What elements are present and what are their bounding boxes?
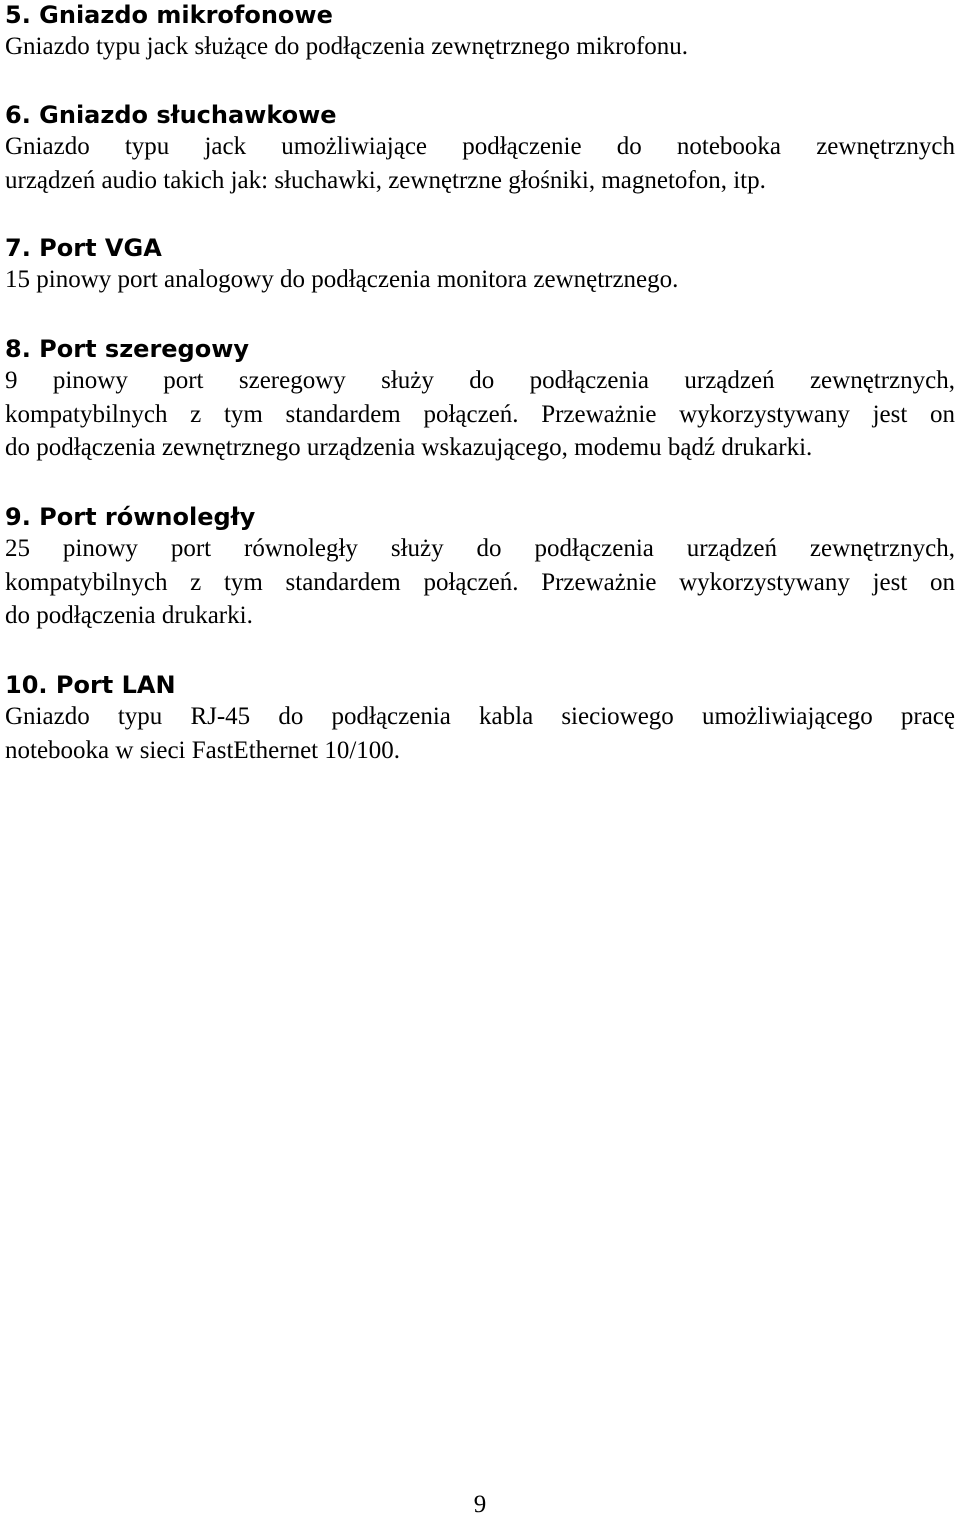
section-text-line: 25 pinowy port równoległy służy do podłączenia urządzeń zewnętrznych, bbox=[5, 535, 955, 562]
section-heading: 9. Port równoległy bbox=[5, 503, 256, 531]
section-text-line: kompatybilnych z tym standardem połączeń. Przeważnie wykorzystywany jest on bbox=[5, 400, 955, 428]
section-parallel-port bbox=[5, 502, 955, 633]
section-heading: 6. Gniazdo słuchawkowe bbox=[5, 101, 337, 129]
section-microphone-jack bbox=[5, 0, 955, 64]
section-vga-port bbox=[5, 233, 955, 297]
section-text-line: Gniazdo typu RJ-45 do podłączenia kabla sieciowego umożliwiającego pracę bbox=[5, 703, 955, 730]
section-text-line: Gniazdo typu jack umożliwiające podłączenie do notebooka zewnętrznych bbox=[5, 133, 955, 160]
section-serial-port bbox=[5, 334, 955, 465]
section-text-line: 15 pinowy port analogowy do podłączenia monitora zewnętrznego. bbox=[5, 266, 679, 293]
section-text-line: notebooka w sieci FastEthernet 10/100. bbox=[5, 736, 401, 764]
section-heading: 5. Gniazdo mikrofonowe bbox=[5, 1, 333, 29]
section-text-line: 9 pinowy port szeregowy służy do podłączenia urządzeń zewnętrznych, bbox=[5, 367, 955, 394]
page-number: 9 bbox=[473, 1491, 487, 1518]
section-lan-port bbox=[5, 670, 955, 767]
section-heading: 8. Port szeregowy bbox=[5, 335, 250, 363]
section-heading: 10. Port LAN bbox=[5, 671, 176, 699]
section-text-line: kompatybilnych z tym standardem połączeń. Przeważnie wykorzystywany jest on bbox=[5, 568, 955, 596]
section-heading: 7. Port VGA bbox=[5, 234, 162, 262]
section-text-line: do podłączenia drukarki. bbox=[5, 602, 253, 629]
section-text-line: urządzeń audio takich jak: słuchawki, zewnętrzne głośniki, magnetofon, itp. bbox=[5, 166, 766, 194]
section-text-line: Gniazdo typu jack służące do podłączenia zewnętrznego mikrofonu. bbox=[5, 33, 689, 60]
section-text-line: do podłączenia zewnętrznego urządzenia wskazującego, modemu bądź drukarki. bbox=[5, 434, 813, 461]
section-headphone-jack bbox=[5, 100, 955, 197]
